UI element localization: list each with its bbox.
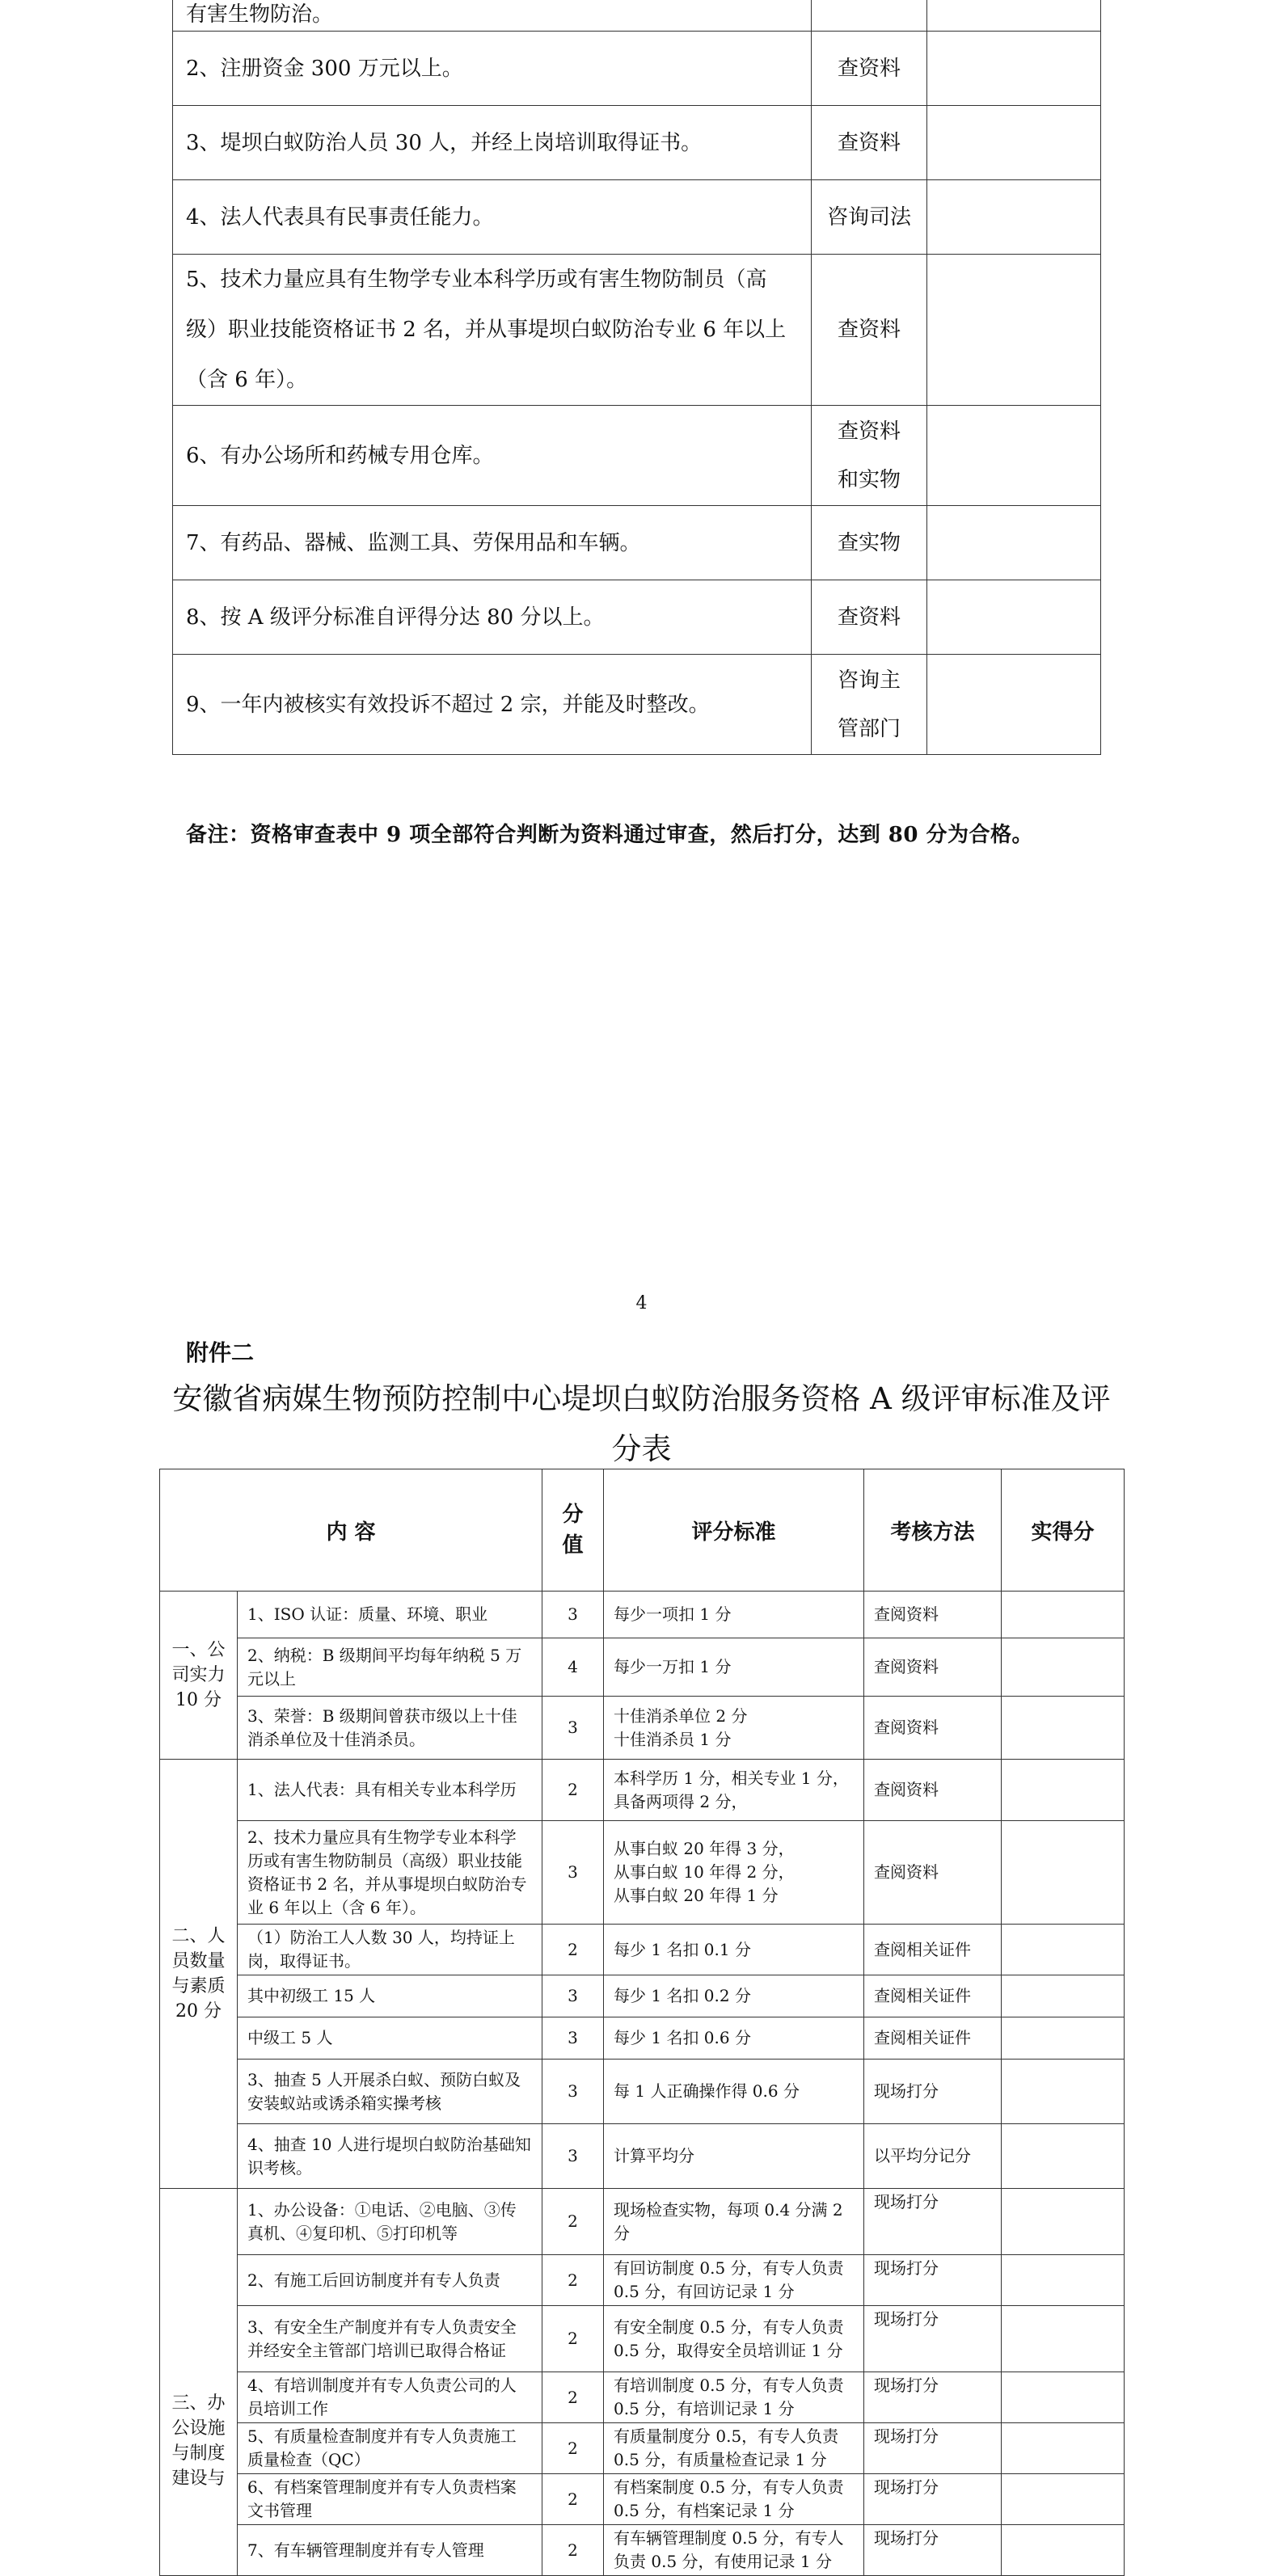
row-criteria: 有质量制度分 0.5，有专人负责 0.5 分，有质量检查记录 1 分 [604, 2423, 864, 2474]
row-content: 中级工 5 人 [238, 2017, 542, 2060]
annex-title: 安徽省病媒生物预防控制中心堤坝白蚁防治服务资格 A 级评审标准及评分表 [172, 1381, 1111, 1466]
row-criteria: 有回访制度 0.5 分，有专人负责 0.5 分，有回访记录 1 分 [604, 2255, 864, 2306]
row-actual-score [1002, 2423, 1125, 2474]
table-row [173, 106, 1101, 180]
row-criteria: 计算平均分 [604, 2124, 864, 2189]
row-actual-score [1002, 2474, 1125, 2525]
table-row [160, 2372, 1125, 2423]
row-method: 查阅资料 [864, 1821, 1002, 1925]
table-row [173, 180, 1101, 255]
category-cell: 三、办公设施与制度建设与 [160, 2189, 238, 2576]
qual-method: 查实物 [812, 506, 927, 580]
header-criteria: 评分标准 [604, 1469, 864, 1592]
qual-result-cell [927, 506, 1101, 580]
table-row [173, 580, 1101, 655]
row-content: 6、有档案管理制度并有专人负责档案文书管理 [238, 2474, 542, 2525]
row-value: 2 [542, 2525, 604, 2576]
qual-item: 4、法人代表具有民事责任能力。 [173, 180, 812, 255]
row-method: 现场打分 [864, 2255, 1002, 2306]
row-content: 其中初级工 15 人 [238, 1975, 542, 2017]
table-row [173, 655, 1101, 755]
row-actual-score [1002, 1925, 1125, 1975]
table-row [173, 0, 1101, 32]
row-method: 现场打分 [864, 2474, 1002, 2525]
row-value: 2 [542, 2423, 604, 2474]
row-content: 1、ISO 认证：质量、环境、职业 [238, 1592, 542, 1638]
row-method: 现场打分 [864, 2525, 1002, 2576]
qualification-table [172, 0, 1101, 755]
row-actual-score [1002, 2124, 1125, 2189]
row-criteria: 本科学历 1 分，相关专业 1 分，具备两项得 2 分， [604, 1760, 864, 1821]
row-criteria: 每少一万扣 1 分 [604, 1638, 864, 1697]
row-criteria: 有车辆管理制度 0.5 分，有专人负责 0.5 分，有使用记录 1 分 [604, 2525, 864, 2576]
row-value: 3 [542, 2124, 604, 2189]
qual-method: 查资料 [812, 106, 927, 180]
row-method: 以平均分记分 [864, 2124, 1002, 2189]
row-value: 2 [542, 2306, 604, 2372]
row-value: 3 [542, 1975, 604, 2017]
qual-method [812, 0, 927, 32]
row-content: 2、有施工后回访制度并有专人负责 [238, 2255, 542, 2306]
review-note: 备注：资格审查表中 9 项全部符合判断为资料通过审查，然后打分，达到 80 分为合格。 [186, 823, 1033, 847]
qual-result-cell [927, 580, 1101, 655]
table-row [160, 1975, 1125, 2017]
qual-item: 8、按 A 级评分标准自评得分达 80 分以上。 [173, 580, 812, 655]
table-row [160, 2124, 1125, 2189]
qual-result-cell [927, 0, 1101, 32]
row-actual-score [1002, 2372, 1125, 2423]
table-row [160, 2306, 1125, 2372]
row-value: 3 [542, 2060, 604, 2124]
qual-item: 5、技术力量应具有生物学专业本科学历或有害生物防制员（高级）职业技能资格证书 2 名，并从事堤坝白蚁防治专业 6 年以上（含 6 年）。 [173, 255, 812, 406]
qual-result-cell [927, 406, 1101, 506]
category-cell: 一、公司实力 10 分 [160, 1592, 238, 1760]
row-criteria: 每少一项扣 1 分 [604, 1592, 864, 1638]
table-row [160, 2255, 1125, 2306]
row-content: 5、有质量检查制度并有专人负责施工质量检查（QC） [238, 2423, 542, 2474]
row-content: （1）防治工人人数 30 人，均持证上岗，取得证书。 [238, 1925, 542, 1975]
row-value: 3 [542, 1697, 604, 1760]
row-criteria: 十佳消杀单位 2 分 十佳消杀员 1 分 [604, 1697, 864, 1760]
row-value: 3 [542, 1821, 604, 1925]
row-value: 4 [542, 1638, 604, 1697]
qual-method: 查资料 [812, 580, 927, 655]
qual-result-cell [927, 180, 1101, 255]
table-row [160, 2474, 1125, 2525]
row-value: 2 [542, 2189, 604, 2255]
category-cell: 二、人员数量与素质 20 分 [160, 1760, 238, 2189]
row-content: 4、抽查 10 人进行堤坝白蚁防治基础知识考核。 [238, 2124, 542, 2189]
row-method: 查阅相关证件 [864, 2017, 1002, 2060]
row-method: 查阅相关证件 [864, 1975, 1002, 2017]
row-content: 1、法人代表：具有相关专业本科学历 [238, 1760, 542, 1821]
row-method: 现场打分 [864, 2060, 1002, 2124]
row-method: 现场打分 [864, 2423, 1002, 2474]
table-row [173, 406, 1101, 506]
row-criteria: 每少 1 名扣 0.6 分 [604, 2017, 864, 2060]
row-value: 2 [542, 2372, 604, 2423]
row-criteria: 有档案制度 0.5 分，有专人负责 0.5 分，有档案记录 1 分 [604, 2474, 864, 2525]
table-row [173, 255, 1101, 406]
table-row [173, 506, 1101, 580]
row-content: 3、荣誉：B 级期间曾获市级以上十佳消杀单位及十佳消杀员。 [238, 1697, 542, 1760]
qual-method: 咨询主管部门 [812, 655, 927, 755]
row-method: 现场打分 [864, 2372, 1002, 2423]
row-content: 7、有车辆管理制度并有专人管理 [238, 2525, 542, 2576]
table-row [160, 2060, 1125, 2124]
qual-result-cell [927, 255, 1101, 406]
row-value: 3 [542, 1592, 604, 1638]
qual-method: 查资料 [812, 255, 927, 406]
page-number: 4 [635, 1293, 648, 1313]
annex-label: 附件二 [186, 1339, 255, 1366]
qual-method: 查资料和实物 [812, 406, 927, 506]
row-actual-score [1002, 1760, 1125, 1821]
table-row [160, 2017, 1125, 2060]
row-criteria: 从事白蚁 20 年得 3 分， 从事白蚁 10 年得 2 分， 从事白蚁 20 年得 1 分 [604, 1821, 864, 1925]
table-row [160, 1821, 1125, 1925]
row-actual-score [1002, 2306, 1125, 2372]
row-method: 现场打分 [864, 2306, 1002, 2372]
header-actual: 实得分 [1002, 1469, 1125, 1592]
row-actual-score [1002, 1638, 1125, 1697]
row-actual-score [1002, 1821, 1125, 1925]
qual-result-cell [927, 32, 1101, 106]
row-actual-score [1002, 2255, 1125, 2306]
row-actual-score [1002, 2060, 1125, 2124]
qual-result-cell [927, 106, 1101, 180]
row-method: 查阅资料 [864, 1638, 1002, 1697]
row-criteria: 有安全制度 0.5 分，有专人负责 0.5 分，取得安全员培训证 1 分 [604, 2306, 864, 2372]
row-method: 查阅资料 [864, 1760, 1002, 1821]
table-row [160, 2189, 1125, 2255]
table-row [160, 1697, 1125, 1760]
qual-item: 有害生物防治。 [173, 0, 812, 32]
row-criteria: 有培训制度 0.5 分，有专人负责 0.5 分，有培训记录 1 分 [604, 2372, 864, 2423]
row-content: 4、有培训制度并有专人负责公司的人员培训工作 [238, 2372, 542, 2423]
table-row [160, 1592, 1125, 1638]
row-value: 2 [542, 2255, 604, 2306]
qual-method: 咨询司法 [812, 180, 927, 255]
header-method: 考核方法 [864, 1469, 1002, 1592]
header-content: 内 容 [160, 1469, 542, 1592]
row-actual-score [1002, 1975, 1125, 2017]
row-content: 1、办公设备：①电话、②电脑、③传真机、④复印机、⑤打印机等 [238, 2189, 542, 2255]
row-criteria: 每少 1 名扣 0.1 分 [604, 1925, 864, 1975]
qual-item: 2、注册资金 300 万元以上。 [173, 32, 812, 106]
row-content: 3、有安全生产制度并有专人负责安全并经安全主管部门培训已取得合格证 [238, 2306, 542, 2372]
table-row [160, 2423, 1125, 2474]
row-content: 2、纳税：B 级期间平均每年纳税 5 万元以上 [238, 1638, 542, 1697]
row-content: 2、技术力量应具有生物学专业本科学历或有害生物防制员（高级）职业技能资格证书 2 名，并从事堤坝白蚁防治专业 6 年以上（含 6 年）。 [238, 1821, 542, 1925]
row-value: 2 [542, 1925, 604, 1975]
table-row [173, 32, 1101, 106]
row-criteria: 现场检查实物，每项 0.4 分满 2 分 [604, 2189, 864, 2255]
table-row [160, 1638, 1125, 1697]
row-criteria: 每少 1 名扣 0.2 分 [604, 1975, 864, 2017]
table-header-row [160, 1469, 1125, 1592]
row-method: 查阅资料 [864, 1697, 1002, 1760]
row-method: 现场打分 [864, 2189, 1002, 2255]
row-actual-score [1002, 1697, 1125, 1760]
row-value: 3 [542, 2017, 604, 2060]
table-row [160, 1760, 1125, 1821]
row-actual-score [1002, 1592, 1125, 1638]
row-value: 2 [542, 1760, 604, 1821]
table-row [160, 1925, 1125, 1975]
scoring-table [159, 1469, 1125, 2576]
row-method: 查阅相关证件 [864, 1925, 1002, 1975]
qual-item: 6、有办公场所和药械专用仓库。 [173, 406, 812, 506]
row-actual-score [1002, 2189, 1125, 2255]
row-actual-score [1002, 2525, 1125, 2576]
row-value: 2 [542, 2474, 604, 2525]
header-value: 分值 [542, 1469, 604, 1592]
qual-item: 3、堤坝白蚁防治人员 30 人，并经上岗培训取得证书。 [173, 106, 812, 180]
row-actual-score [1002, 2017, 1125, 2060]
qual-item: 9、一年内被核实有效投诉不超过 2 宗，并能及时整改。 [173, 655, 812, 755]
qual-result-cell [927, 655, 1101, 755]
qual-method: 查资料 [812, 32, 927, 106]
qual-item: 7、有药品、器械、监测工具、劳保用品和车辆。 [173, 506, 812, 580]
table-row [160, 2525, 1125, 2576]
row-method: 查阅资料 [864, 1592, 1002, 1638]
row-content: 3、抽查 5 人开展杀白蚁、预防白蚁及安装蚁站或诱杀箱实操考核 [238, 2060, 542, 2124]
row-criteria: 每 1 人正确操作得 0.6 分 [604, 2060, 864, 2124]
